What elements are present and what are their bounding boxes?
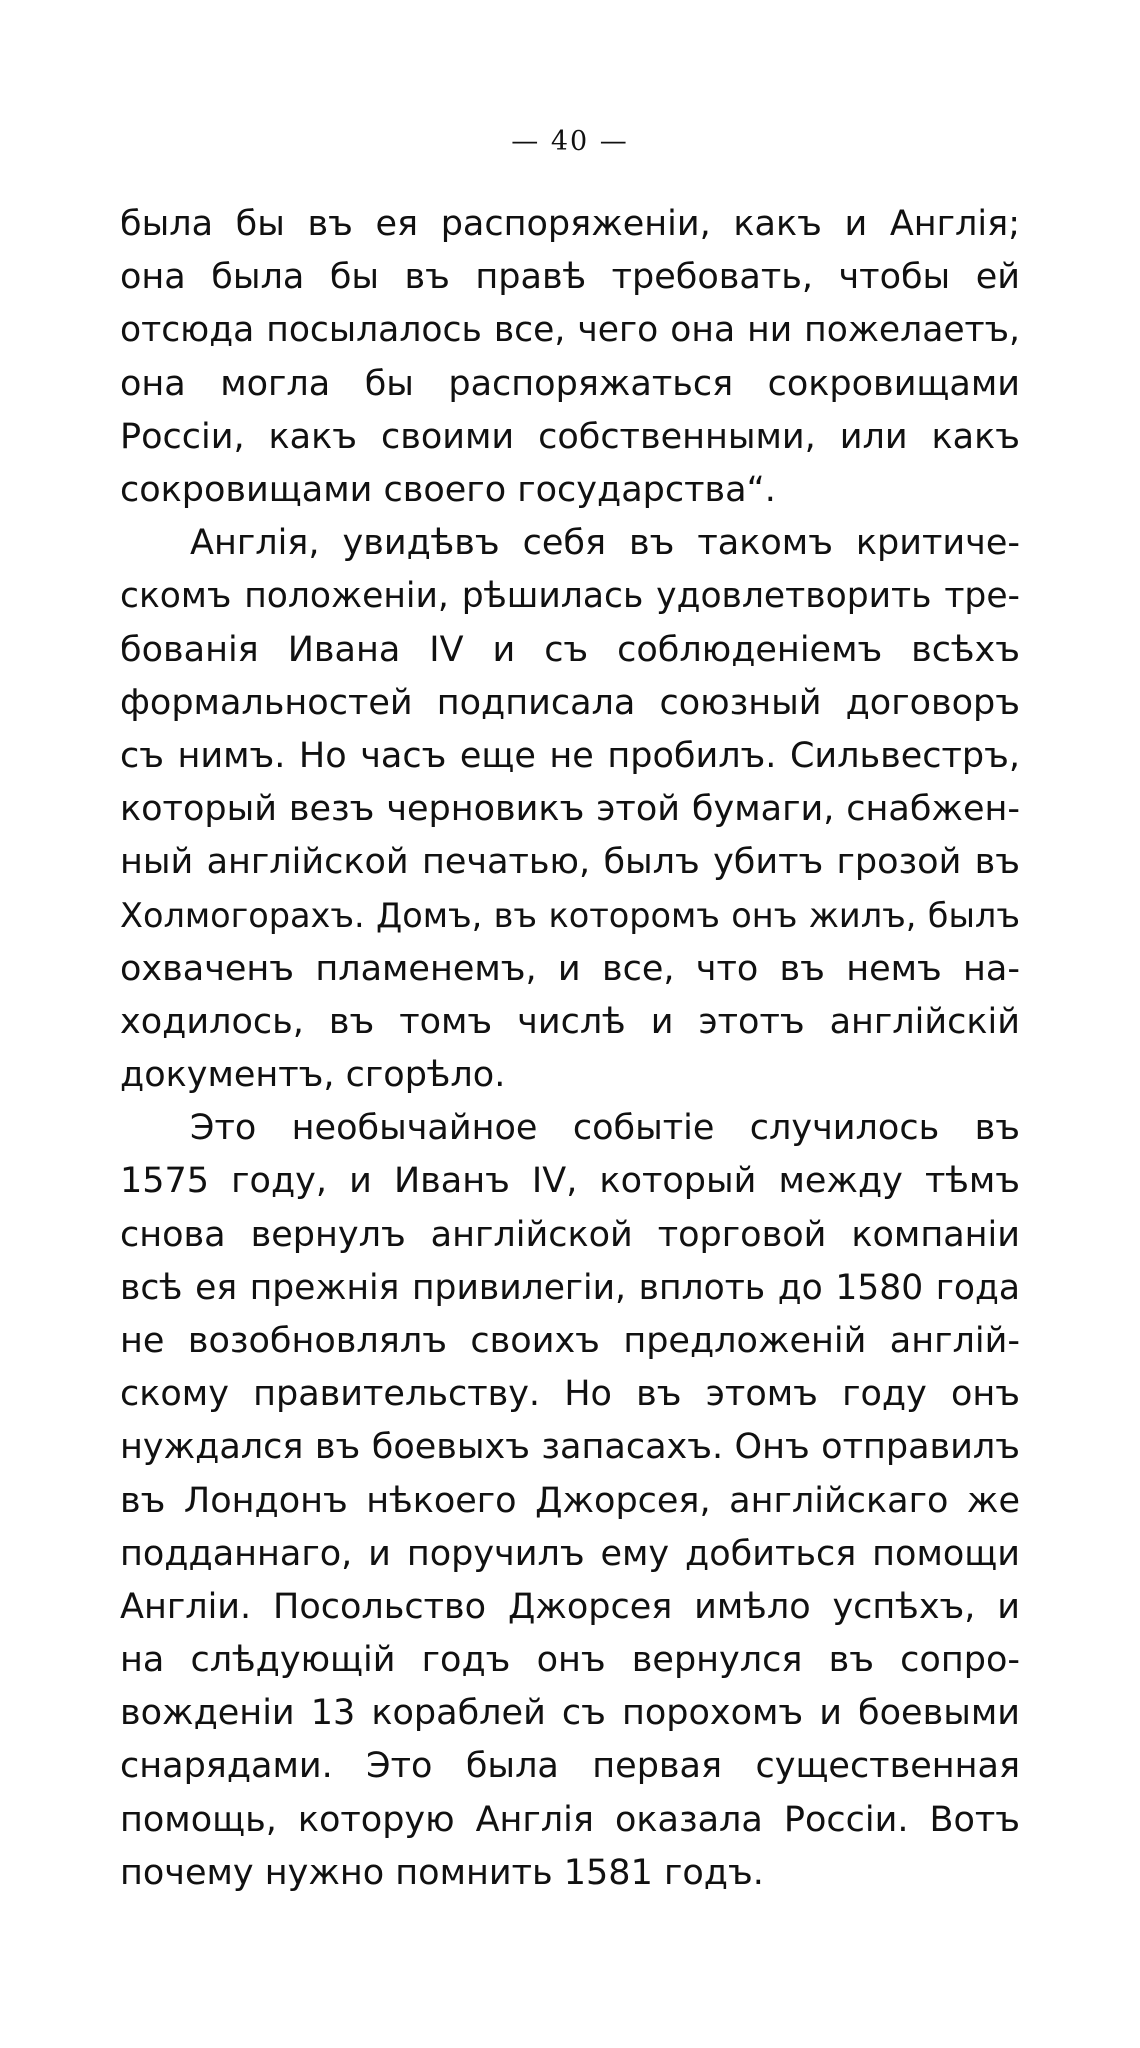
- text-line: охваченъ пламенемъ, и все, что въ немъ на-: [120, 948, 1020, 989]
- text-line: съ нимъ. Но часъ еще не пробилъ. Сильвестръ,: [120, 735, 1020, 776]
- text-line: который везъ черновикъ этой бумаги, снабжен-: [120, 789, 1020, 830]
- text-line: Англія, увидѣвъ себя въ такомъ критиче-: [190, 523, 1020, 564]
- text-line: документъ, сгорѣло.: [120, 1055, 506, 1095]
- text-line: Англіи. Посольство Джорсея имѣло успѣхъ, и: [120, 1586, 1020, 1627]
- text-line: бованія Ивана IV и съ соблюденіемъ всѣхъ: [120, 629, 1020, 670]
- text-line: на слѣдующій годъ онъ вернулся въ сопро-: [120, 1640, 1020, 1681]
- text-line: подданнаго, и поручилъ ему добиться помощи: [120, 1533, 1020, 1574]
- text-line: нуждался въ боевыхъ запасахъ. Онъ отправилъ: [120, 1427, 1020, 1468]
- text-line: Россіи, какъ своими собственными, или какъ: [120, 416, 1020, 457]
- text-line: почему нужно помнить 1581 годъ.: [120, 1852, 764, 1893]
- text-line: ный англійской печатью, былъ убитъ грозой въ: [120, 842, 1020, 883]
- page-text: [120, 198, 1020, 1900]
- text-line: она была бы въ правѣ требовать, чтобы ей: [120, 257, 1020, 298]
- text-line: Холмогорахъ. Домъ, въ которомъ онъ жилъ, былъ: [120, 896, 1020, 936]
- page-number: — 40 —: [511, 126, 629, 157]
- paragraph: [120, 198, 1020, 517]
- text-line: вожденіи 13 кораблей съ порохомъ и боевыми: [120, 1693, 1020, 1734]
- text-line: всѣ ея прежнія привилегіи, вплоть до 1580 года: [120, 1267, 1020, 1308]
- paragraph: [120, 517, 1020, 1102]
- text-line: въ Лондонъ нѣкоего Джорсея, англійскаго же: [120, 1480, 1020, 1521]
- text-line: 1575 году, и Иванъ IV, который между тѣмъ: [120, 1161, 1020, 1202]
- text-line: не возобновлялъ своихъ предложеній англій-: [120, 1320, 1020, 1361]
- text-line: снова вернулъ англійской торговой компаніи: [120, 1214, 1020, 1255]
- text-line: была бы въ ея распоряженіи, какъ и Англія;: [120, 204, 1020, 244]
- text-line: скому правительству. Но въ этомъ году онъ: [120, 1374, 1020, 1415]
- text-line: формальностей подписала союзный договоръ: [120, 682, 1020, 723]
- text-line: помощь, которую Англія оказала Россіи. Вотъ: [120, 1799, 1020, 1840]
- paragraph: [120, 1102, 1020, 1900]
- text-line: она могла бы распоряжаться сокровищами: [120, 363, 1020, 404]
- text-line: скомъ положеніи, рѣшилась удовлетворить тре-: [120, 576, 1020, 617]
- text-line: Это необычайное событіе случилось въ: [190, 1108, 1020, 1149]
- text-line: сокровищами своего государства“.: [120, 469, 776, 510]
- text-line: снарядами. Это была первая существенная: [120, 1746, 1020, 1787]
- text-line: ходилось, въ томъ числѣ и этотъ англійскій: [120, 1001, 1020, 1042]
- text-line: отсюда посылалось все, чего она ни пожелаетъ,: [120, 310, 1020, 351]
